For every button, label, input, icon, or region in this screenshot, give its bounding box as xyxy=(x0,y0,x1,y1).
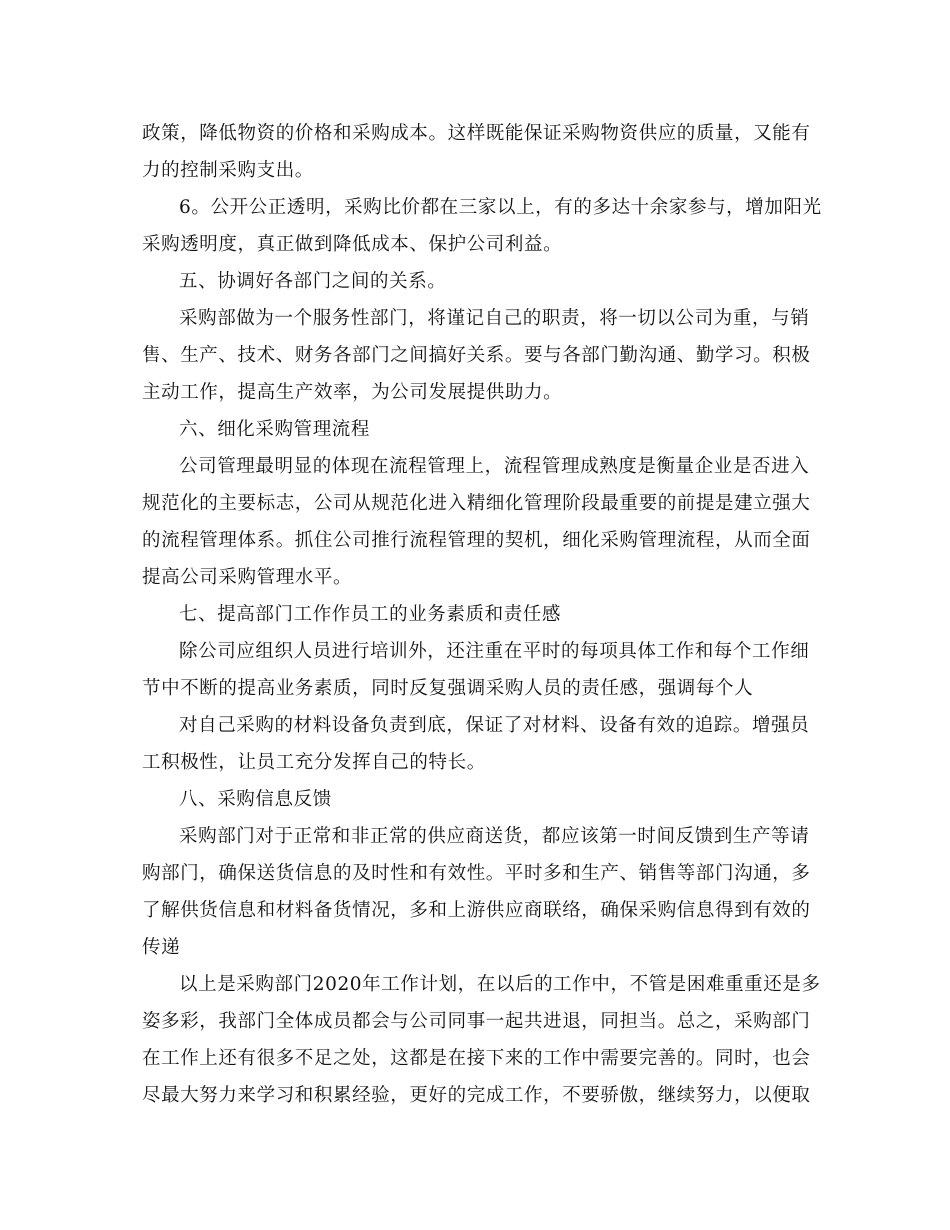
text-line: 八、采购信息反馈 xyxy=(179,789,332,810)
text-line: 七、提高部门工作作员工的业务素质和责任感 xyxy=(179,604,562,625)
text-line: 的流程管理体系。抓住公司推行流程管理的契机，细化采购管理流程，从而全面 xyxy=(142,530,811,551)
text-line: 售、生产、技术、财务各部门之间搞好关系。要与各部门勤沟通、勤学习。积极 xyxy=(142,345,811,366)
text-line: 主动工作，提高生产效率，为公司发展提供助力。 xyxy=(142,382,563,403)
text-line: 力的控制采购支出。 xyxy=(142,160,314,181)
text-line: 六、细化采购管理流程 xyxy=(179,419,371,440)
document-body xyxy=(142,115,822,1114)
text-line: 采购部做为一个服务性部门，将谨记自己的职责，将一切以公司为重，与销 xyxy=(179,308,810,329)
text-line: 了解供货信息和材料备货情况，多和上游供应商联络，确保采购信息得到有效的 xyxy=(142,900,811,921)
text-line: 提高公司采购管理水平。 xyxy=(142,567,353,588)
text-line: 采购透明度，真正做到降低成本、保护公司利益。 xyxy=(142,234,563,255)
text-line: 政策，降低物资的价格和采购成本。这样既能保证采购物资供应的质量，又能有 xyxy=(142,123,811,144)
text-line: 以上是采购部门2020年工作计划，在以后的工作中，不管是困难重重还是多 xyxy=(179,974,821,995)
text-line: 除公司应组织人员进行培训外，还注重在平时的每项具体工作和每个工作细 xyxy=(179,641,810,662)
text-line: 尽最大努力来学习和积累经验，更好的完成工作，不要骄傲，继续努力，以便取 xyxy=(142,1085,811,1106)
text-line: 节中不断的提高业务素质，同时反复强调采购人员的责任感，强调每个人 xyxy=(142,678,754,699)
text-line: 工积极性，让员工充分发挥自己的特长。 xyxy=(142,752,486,773)
text-line: 在工作上还有很多不足之处，这都是在接下来的工作中需要完善的。同时，也会 xyxy=(142,1048,811,1069)
text-line: 传递 xyxy=(142,937,181,958)
text-line: 公司管理最明显的体现在流程管理上，流程管理成熟度是衡量企业是否进入 xyxy=(179,456,810,477)
text-line: 购部门，确保送货信息的及时性和有效性。平时多和生产、销售等部门沟通，多 xyxy=(142,863,811,884)
text-line: 6。公开公正透明，采购比价都在三家以上，有的多达十余家参与，增加阳光 xyxy=(179,197,822,218)
text-line: 规范化的主要标志，公司从规范化进入精细化管理阶段最重要的前提是建立强大 xyxy=(142,493,811,514)
text-line: 对自己采购的材料设备负责到底，保证了对材料、设备有效的追踪。增强员 xyxy=(179,715,810,736)
text-line: 采购部门对于正常和非正常的供应商送货，都应该第一时间反馈到生产等请 xyxy=(179,826,810,847)
text-line: 姿多彩，我部门全体成员都会与公司同事一起共进退，同担当。总之，采购部门 xyxy=(142,1011,811,1032)
text-line: 五、协调好各部门之间的关系。 xyxy=(179,271,447,292)
